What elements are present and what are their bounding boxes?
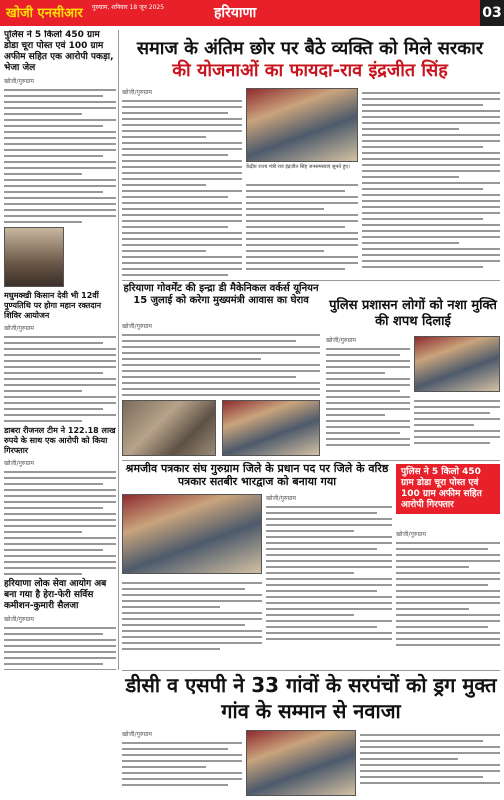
middle-story-photo-1 <box>122 400 216 456</box>
bottom-story-body-col1 <box>122 730 242 796</box>
bottom-story-photo <box>246 730 356 796</box>
right-brief-body <box>396 530 500 670</box>
right-brief-byline: खोजी/गुरुग्राम <box>396 531 426 538</box>
middle-story-headline: हरियाणा गोवर्मेंट की इन्द्रा डी मैकेनिकल वर्कर्स यूनियन 15 जुलाई को करेगा मुख्यमंत्री आवास का घेराव <box>123 283 319 306</box>
masthead-bar <box>0 0 504 26</box>
journalist-story-headline: श्रमजीव पत्रकार संघ गुरुग्राम जिले के प्रधान पद पर जिले के वरिष्ठ पत्रकार सतबीर भारद्वाज को बनाया गया <box>125 462 389 488</box>
top-story-body-col3 <box>362 88 500 278</box>
journalist-story-body-2 <box>122 578 262 670</box>
bottom-story-byline: खोजी/गुरुग्राम <box>122 731 152 738</box>
top-story-headline-line1: समाज के अंतिम छोर पर बैठे व्यक्ति को मिले सरकार <box>136 38 484 59</box>
bottom-story-body-col2 <box>360 730 500 796</box>
right-story-headline: पुलिस प्रशासन लोगों को नशा मुक्ति की शपथ दिलाई <box>329 298 497 329</box>
top-story-divider <box>122 280 500 281</box>
left-portrait-photo <box>4 227 64 287</box>
top-story-byline: खोजी/गुरुग्राम <box>122 89 152 96</box>
left-story-3-byline: खोजी/गुरुग्राम <box>4 460 34 467</box>
middle-story-body <box>122 322 320 400</box>
left-story-2-byline: खोजी/गुरुग्राम <box>4 325 34 332</box>
right-story-byline: खोजी/गुरुग्राम <box>326 337 356 344</box>
left-column <box>4 30 116 670</box>
bottom-divider <box>122 670 500 671</box>
left-story-1-headline: पुलिस ने 5 किलो 450 ग्राम डोडा चूरा पोस्त एवं 100 ग्राम अफीम सहित एक आरोपी पकड़ा, भेजा जेल <box>4 30 114 73</box>
top-story-photo-caption: केंद्रीय राज्य मंत्री राव इंद्रजीत सिंह जनसमस्याएं सुनते हुए। <box>246 164 351 170</box>
page-number: 03 <box>480 0 504 26</box>
right-brief-headline: पुलिस ने 5 किलो 450 ग्राम डोडा चूरा पोस्त एवं 100 ग्राम अफीम सहित आरोपी गिरफ्तार <box>396 464 500 514</box>
section-title: हरियाणा <box>214 5 257 21</box>
mid-divider <box>122 460 500 461</box>
left-story-4-byline: खोजी/गुरुग्राम <box>4 616 34 623</box>
right-story-photo <box>414 336 500 392</box>
newspaper-brand: खोजी एनसीआर <box>6 6 83 21</box>
journalist-story-photo <box>122 494 262 574</box>
middle-story-byline: खोजी/गुरुग्राम <box>122 323 152 330</box>
journalist-story-byline: खोजी/गुरुग्राम <box>266 495 296 502</box>
left-story-4-headline: हरियाणा लोक सेवा आयोग अब बना गया है हेरा-फेरी सर्विस कमीशन-कुमारी सैलजा <box>4 579 107 611</box>
middle-story-photo-2 <box>222 400 320 456</box>
journalist-story-body <box>266 494 392 670</box>
left-story-1-byline: खोजी/गुरुग्राम <box>4 78 34 85</box>
left-story-2-body <box>4 336 116 422</box>
left-story-2-headline: मधुमक्खी किसान देवी भी 12वीं पुण्यतिथि पर होगा महान रक्तदान शिविर आयोजन <box>4 291 102 320</box>
left-story-4-body <box>4 627 116 670</box>
right-story-body-col2 <box>414 396 500 456</box>
left-story-3-headline: डाबरा रीजनल टीम ने 122.18 लाख रुपये के साथ एक आरोपी को किया गिरफ्तार <box>4 426 116 455</box>
masthead-content <box>0 3 504 23</box>
top-story-photo <box>246 88 358 162</box>
top-story-headline-line2: की योजनाओं का फायदा-राव इंद्रजीत सिंह <box>172 60 448 81</box>
right-story-body-col1 <box>326 336 410 456</box>
left-story-1-body <box>4 89 116 223</box>
top-story-body-col2 <box>246 180 358 280</box>
dateline: गुरुग्राम, शनिवार 18 जून 2025 <box>92 4 165 11</box>
column-divider <box>118 30 119 670</box>
left-story-3-body <box>4 471 116 575</box>
top-story-body-col1 <box>122 88 242 278</box>
bottom-story-headline: डीसी व एसपी ने 33 गांवों के सरपंचों को ड्रग मुक्त गांव के सम्मान से नवाजा <box>125 673 497 723</box>
